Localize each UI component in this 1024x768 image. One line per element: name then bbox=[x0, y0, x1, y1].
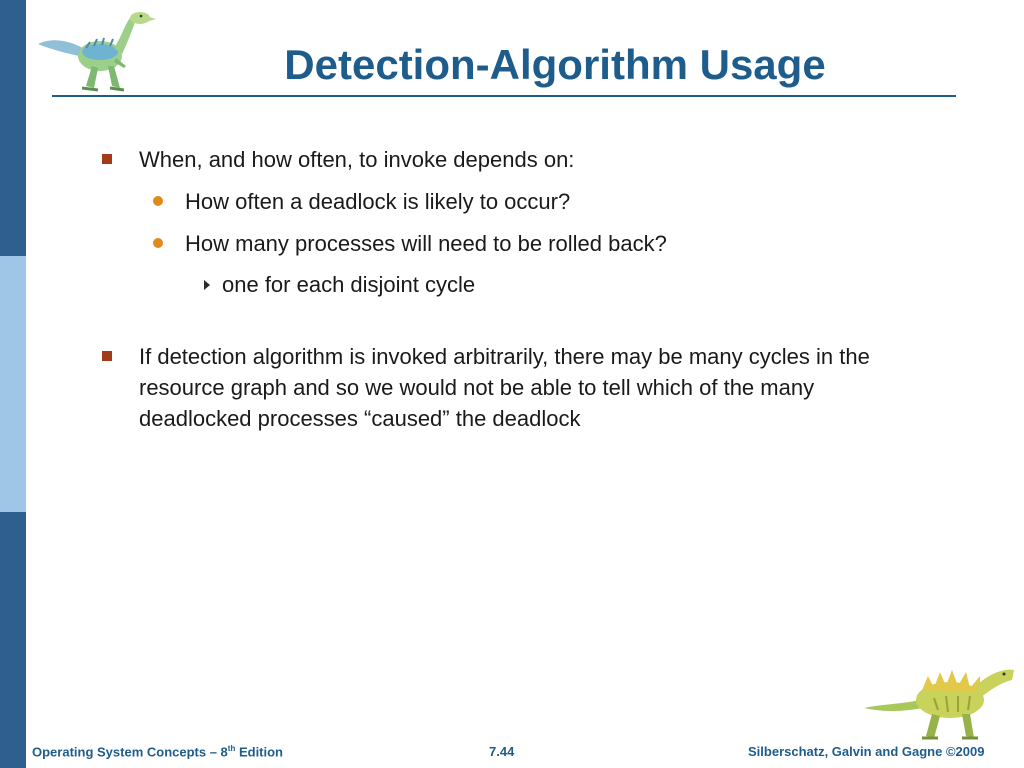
bullet-level2-text: How many processes will need to be rolled back? bbox=[185, 231, 667, 256]
footer-course-title bbox=[32, 744, 283, 759]
bullet-level1-line: resource graph and so we would not be able to tell which of the many bbox=[139, 375, 815, 400]
dinosaur-logo-icon bbox=[34, 6, 158, 96]
footer-edition-text: Edition bbox=[235, 744, 284, 760]
dot-bullet-icon bbox=[153, 238, 163, 248]
footer-course-title-text: Operating System Concepts – 8 bbox=[32, 744, 228, 760]
footer-edition-superscript: th bbox=[227, 744, 236, 753]
slide-title: Detection-Algorithm Usage bbox=[284, 41, 826, 88]
dot-bullet-icon bbox=[153, 196, 163, 206]
bullet-level3-text: one for each disjoint cycle bbox=[222, 272, 476, 297]
square-bullet-icon bbox=[102, 154, 112, 164]
bullet-level2-text: How often a deadlock is likely to occur? bbox=[185, 189, 571, 214]
footer-page-number: 7.44 bbox=[489, 744, 515, 759]
bullet-level1-line: If detection algorithm is invoked arbitrarily, there may be many cycles in the bbox=[139, 344, 870, 369]
left-sidebar-highlight bbox=[0, 256, 26, 512]
square-bullet-icon bbox=[102, 351, 112, 361]
bullet-level1-text: When, and how often, to invoke depends on: bbox=[139, 147, 575, 172]
title-underline bbox=[52, 95, 956, 97]
arrow-bullet-icon bbox=[204, 280, 210, 290]
dinosaur-logo-icon bbox=[862, 660, 1016, 740]
footer-copyright: Silberschatz, Galvin and Gagne ©2009 bbox=[748, 744, 985, 759]
bullet-level1-line: deadlocked processes “caused” the deadlock bbox=[139, 406, 581, 431]
